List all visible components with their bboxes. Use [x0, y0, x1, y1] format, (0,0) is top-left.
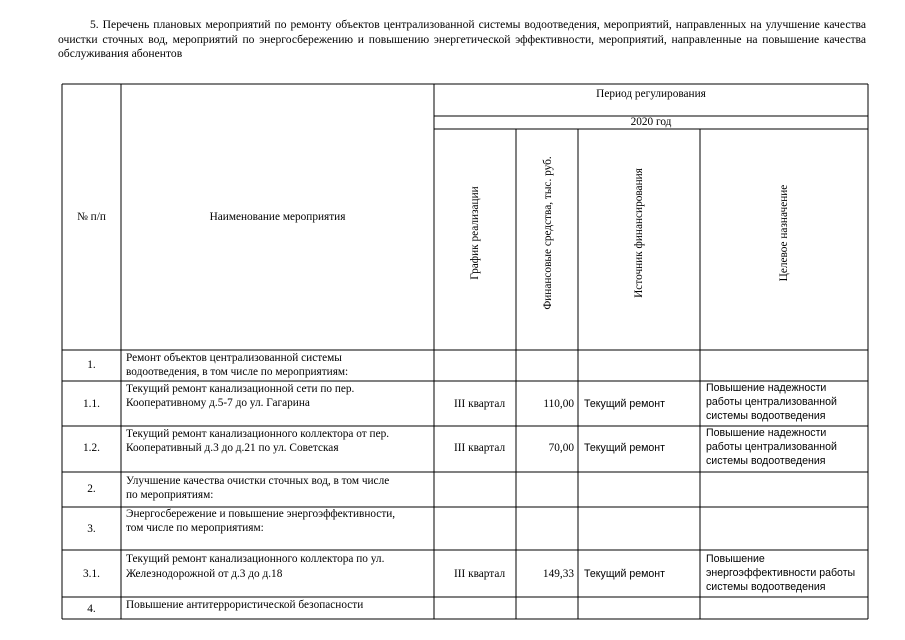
header-year: 2020 год — [630, 116, 672, 128]
row-name-line: водоотведения, в том числе по мероприятиям: — [126, 366, 349, 378]
row-name-line: Кооперативному д.5-7 до ул. Гагарина — [126, 397, 310, 409]
row-name-line: Энергосбережение и повышение энергоэффективности, — [126, 508, 396, 520]
row-num: 1.2. — [83, 442, 100, 454]
header-name: Наименование мероприятия — [209, 211, 346, 223]
row-name-line: Текущий ремонт канализационного коллектора от пер. — [126, 428, 390, 440]
header-schedule: График реализации — [469, 186, 481, 280]
row-source: Текущий ремонт — [584, 568, 665, 580]
row-purpose-line: системы водоотведения — [706, 581, 826, 593]
row-schedule: III квартал — [454, 398, 506, 410]
row-name-line: Кооперативный д.3 до д.21 по ул. Советская — [126, 442, 339, 454]
row-purpose-line: системы водоотведения — [706, 410, 826, 422]
row-name-line: Железнодорожной от д.3 до д.18 — [126, 568, 283, 580]
row-amount: 110,00 — [543, 398, 574, 410]
row-source: Текущий ремонт — [584, 398, 665, 410]
row-num: 2. — [87, 483, 96, 495]
row-num: 4. — [87, 603, 96, 615]
row-name-line: Ремонт объектов централизованной системы — [126, 352, 342, 364]
header-period: Период регулирования — [596, 88, 706, 100]
row-num: 1.1. — [83, 398, 100, 410]
row-purpose-line: энергоэффективности работы — [706, 567, 856, 579]
row-num: 3.1. — [83, 568, 100, 580]
row-schedule: III квартал — [454, 442, 506, 454]
row-purpose-line: Повышение — [706, 553, 765, 565]
row-purpose-line: работы централизованной — [706, 441, 837, 453]
row-num: 3. — [87, 523, 96, 535]
row-name-line: Повышение антитеррористической безопасности — [126, 599, 364, 611]
row-name-line: Текущий ремонт канализационного коллектора по ул. — [126, 553, 385, 565]
row-name-line: том числе по мероприятиям: — [126, 522, 264, 534]
row-schedule: III квартал — [454, 568, 506, 580]
row-purpose-line: системы водоотведения — [706, 455, 826, 467]
row-purpose-line: Повышение надежности — [706, 427, 827, 439]
row-name-line: Текущий ремонт канализационной сети по пер. — [126, 383, 355, 395]
row-amount: 149,33 — [542, 568, 574, 580]
row-purpose-line: работы централизованной — [706, 396, 837, 408]
row-num: 1. — [87, 359, 96, 371]
header-num: № п/п — [77, 211, 106, 223]
row-name-line: по мероприятиям: — [126, 489, 214, 501]
intro-text: 5. Перечень плановых мероприятий по ремонту объектов централизованной системы водоотведения, мероприятий, направленных на улучшение качества очистки сточных вод, мероприятий по энергосбережению и повышению энергетической эффективности, мероприятий, направленные на повышение качества обслуживания абонентов — [58, 18, 866, 60]
header-source: Источник финансирования — [633, 168, 645, 298]
row-purpose-line: Повышение надежности — [706, 382, 827, 394]
row-name-line: Улучшение качества очистки сточных вод, в том числе — [126, 475, 390, 487]
header-finance: Финансовые средства, тыс. руб. — [542, 156, 554, 310]
row-source: Текущий ремонт — [584, 442, 665, 454]
header-purpose: Целевое назначение — [778, 184, 790, 282]
row-amount: 70,00 — [548, 442, 574, 454]
